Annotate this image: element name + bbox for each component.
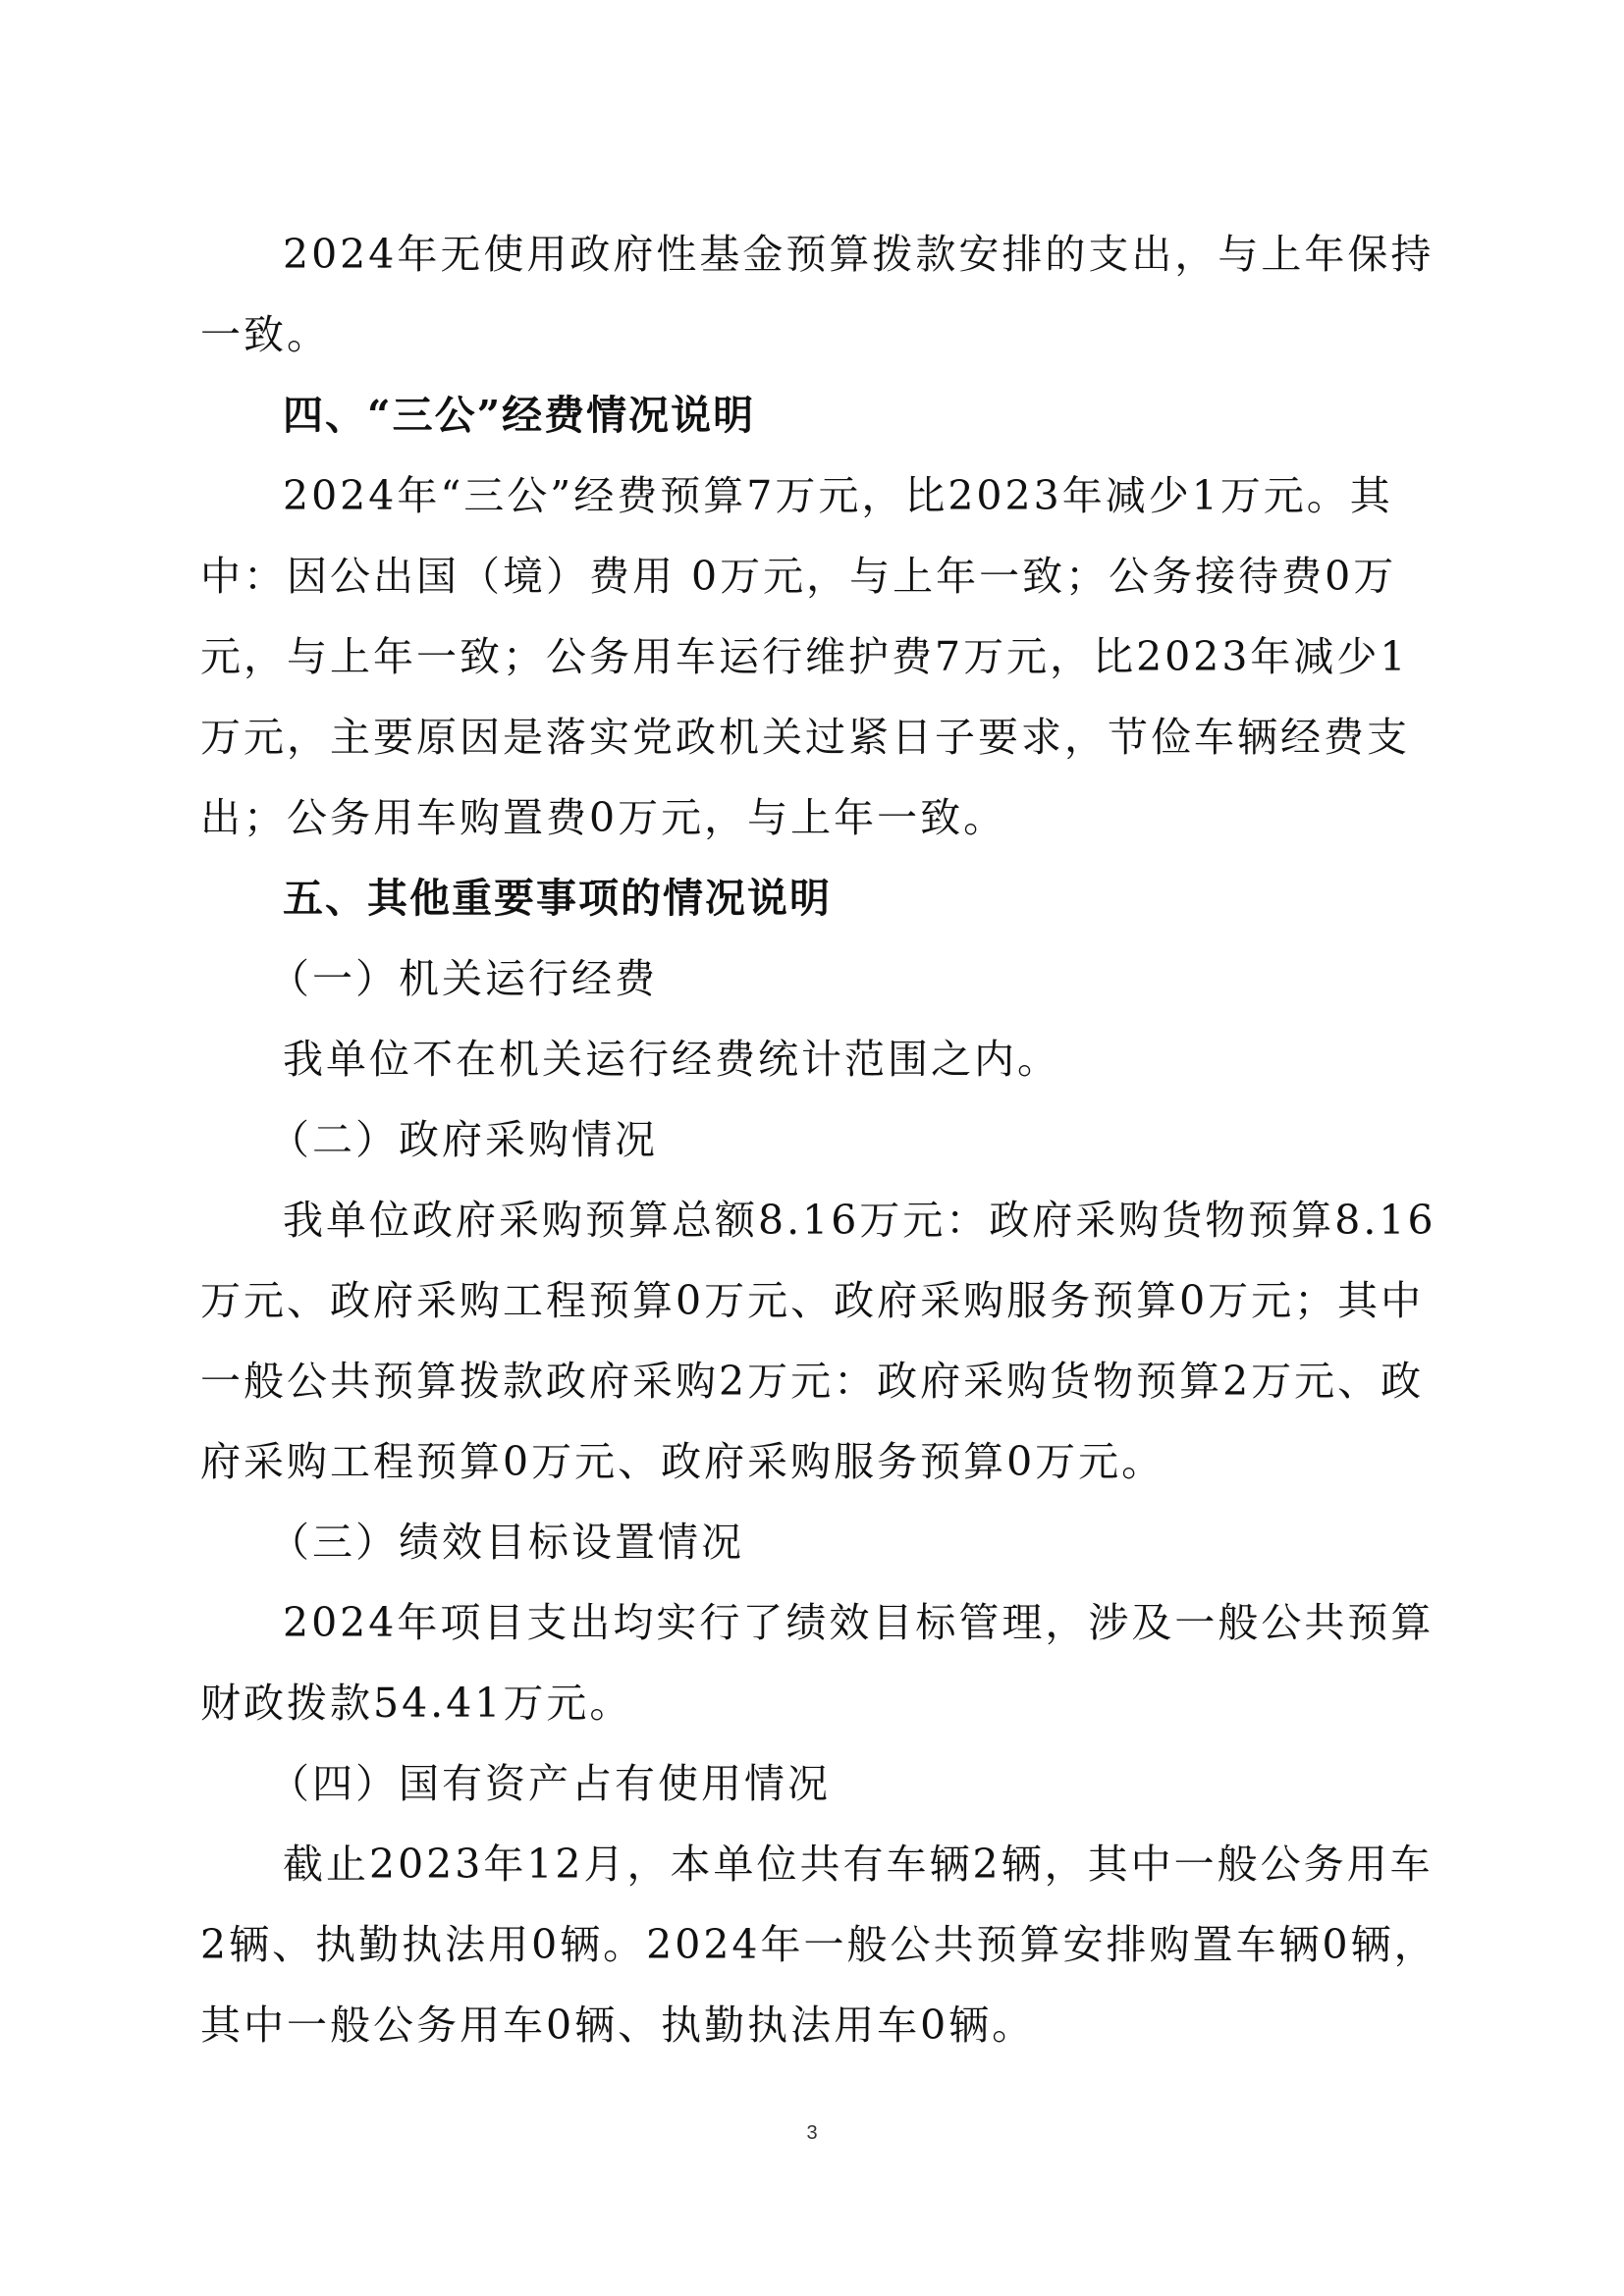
paragraph-state-assets: 截止2023年12月，本单位共有车辆2辆，其中一般公务用车2辆、执勤执法用0辆。2024年一般公共预算安排购置车辆0辆，其中一般公务用车0辆、执勤执法用车0辆。 <box>200 1841 1437 2049</box>
subheading-performance-goals: （三）绩效目标设置情况 <box>269 1519 744 1566</box>
paragraph-performance-goals: 2024年项目支出均实行了绩效目标管理，涉及一般公共预算财政拨款54.41万元。 <box>200 1599 1435 1727</box>
paragraph-three-public-expenses: 2024年“三公”经费预算7万元，比2023年减少1万元。其中：因公出国（境）费用 0万元，与上年一致；公务接待费0万元，与上年一致；公务用车运行维护费7万元，比2023年减少1万元，主要原因是落实党政机关过紧日子要求，节俭车辆经费支出；公务用车购置费0万元，与上年一致。 <box>200 472 1410 841</box>
heading-other-matters: 五、其他重要事项的情况说明 <box>283 875 832 922</box>
subheading-state-assets: （四）国有资产占有使用情况 <box>269 1760 831 1807</box>
paragraph-procurement: 我单位政府采购预算总额8.16万元：政府采购货物预算8.16万元、政府采购工程预算0万元、政府采购服务预算0万元；其中一般公共预算拨款政府采购2万元：政府采购货物预算2万元、政府采购工程预算0万元、政府采购服务预算0万元。 <box>200 1197 1436 1485</box>
page-number: 3 <box>806 2122 818 2144</box>
paragraph-fund-budget: 2024年无使用政府性基金预算拨款安排的支出，与上年保持一致。 <box>200 231 1435 358</box>
paragraph-operating-expenses: 我单位不在机关运行经费统计范围之内。 <box>283 1036 1060 1083</box>
subheading-procurement: （二）政府采购情况 <box>269 1116 658 1163</box>
document-page <box>200 214 1439 2065</box>
subheading-operating-expenses: （一）机关运行经费 <box>269 955 658 1002</box>
heading-three-public-expenses: 四、“三公”经费情况说明 <box>283 392 756 439</box>
